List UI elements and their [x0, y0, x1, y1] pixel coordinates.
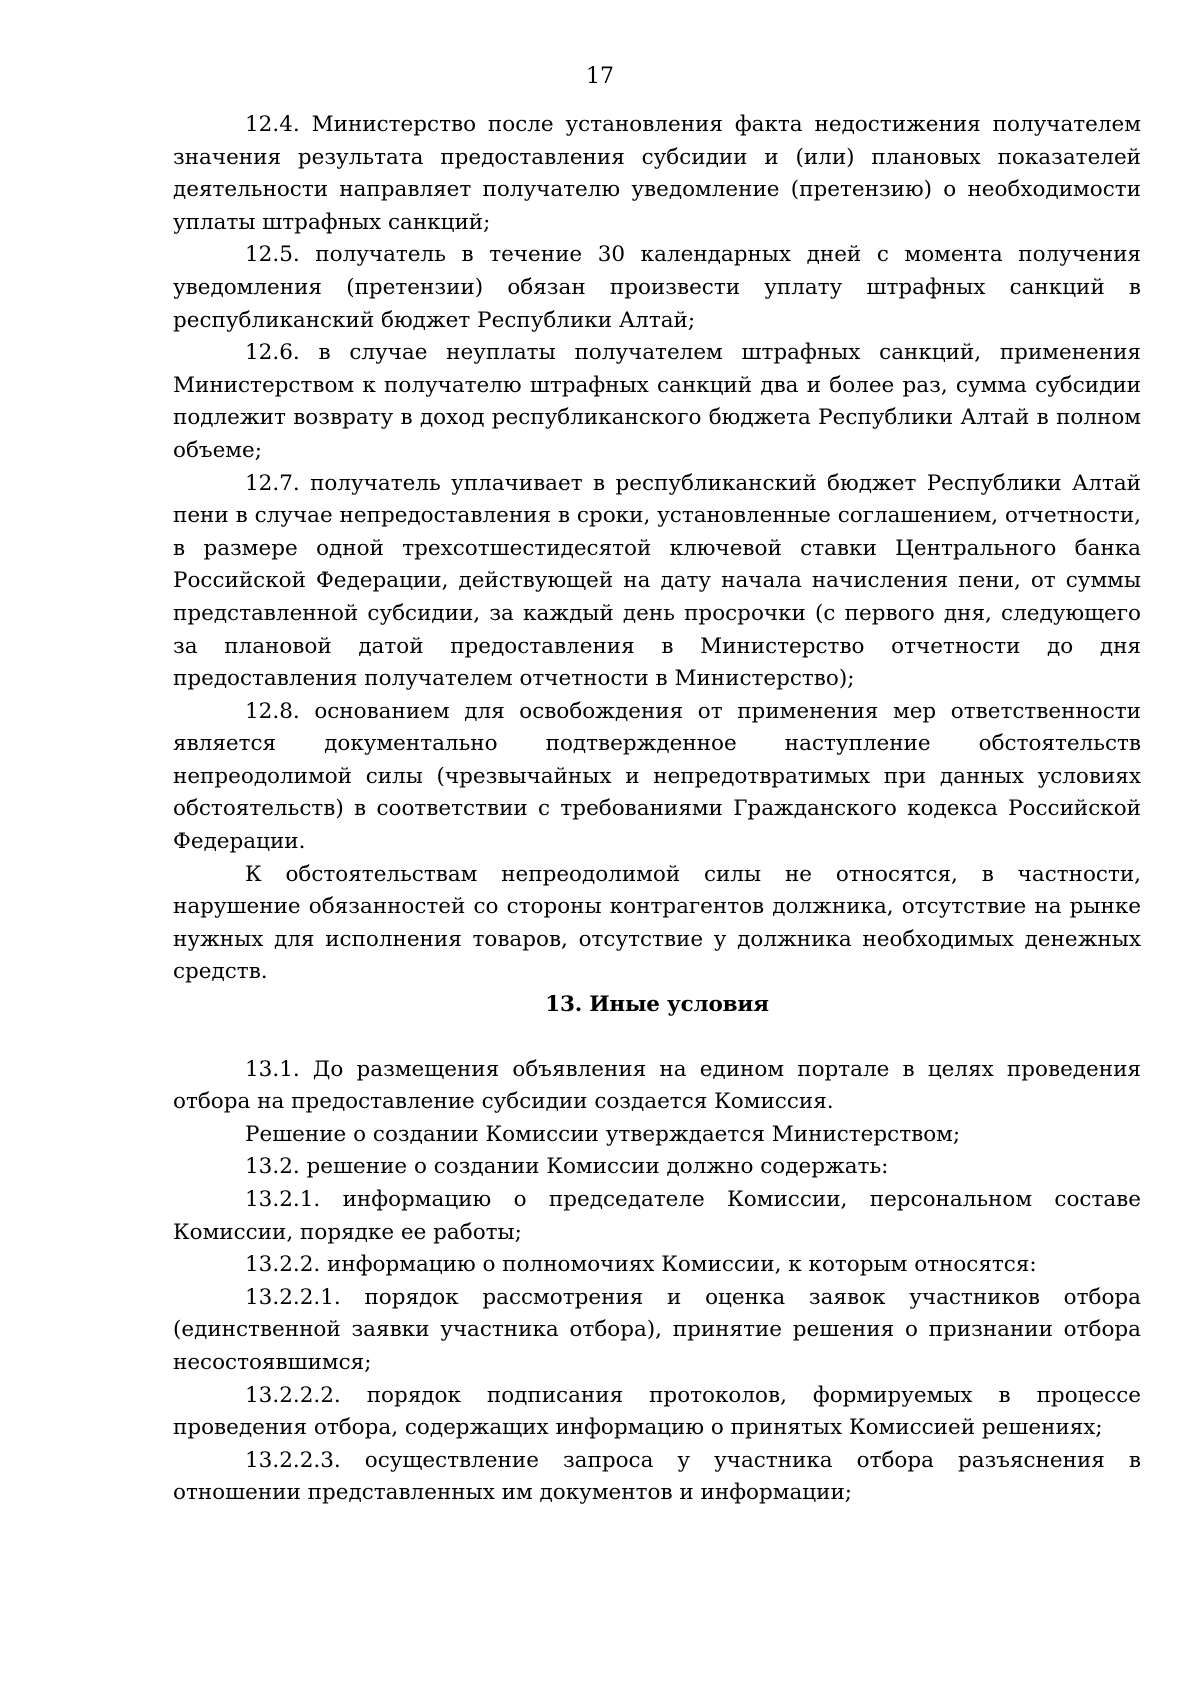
paragraph-12-5: 12.5. получатель в течение 30 календарных дней с момента получения уведомления (претензии) обязан произвести уплату штрафных санкций в республиканский бюджет Республики Алтай; [173, 242, 1141, 333]
paragraph-12-8: 12.8. основанием для освобождения от применения мер ответственности является документально подтвержденное наступление обстоятельств непреодолимой силы (чрезвычайных и непредотвратимых при данных условиях обстоятельств) в соответствии с требованиями Гражданского кодекса Российской Федерации. [173, 698, 1141, 855]
paragraph-13-2-2: 13.2.2. информацию о полномочиях Комиссии, к которым относятся: [245, 1252, 1037, 1278]
paragraph-13-2-2-3: 13.2.2.3. осуществление запроса у участника отбора разъяснения в отношении представленных им документов и информации; [173, 1447, 1141, 1506]
document-body [173, 109, 1141, 1510]
paragraph-12-7: 12.7. получатель уплачивает в республиканский бюджет Республики Алтай пени в случае непредоставления в сроки, установленные соглашением, отчетности, в размере одной трехсотшестидесятой ключевой ставки Центрального банка Российской Федерации, действующей на дату начала начисления пени, от суммы представленной субсидии, за каждый день просрочки (с первого дня, следующего за плановой датой предоставления в Министерство отчетности до дня предоставления получателем отчетности в Министерство); [173, 470, 1141, 692]
paragraph-12-6: 12.6. в случае неуплаты получателем штрафных санкций, применения Министерством к получателю штрафных санкций два и более раз, сумма субсидии подлежит возврату в доход республиканского бюджета Республики Алтай в полном объеме; [173, 340, 1141, 463]
paragraph-13-2-2-2: 13.2.2.2. порядок подписания протоколов, формируемых в процессе проведения отбора, содержащих информацию о принятых Комиссией решениях; [173, 1382, 1141, 1441]
paragraph-13-2-1: 13.2.1. информацию о председателе Комиссии, персональном составе Комиссии, порядке ее работы; [173, 1187, 1141, 1245]
paragraph-13-2: 13.2. решение о создании Комиссии должно содержать: [245, 1154, 889, 1180]
paragraph-force-majeure: К обстоятельствам непреодолимой силы не относятся, в частности, нарушение обязанностей со стороны контрагентов должника, отсутствие на рынке нужных для исполнения товаров, отсутствие у должника необходимых денежных средств. [173, 861, 1141, 985]
paragraph-13-1: 13.1. До размещения объявления на едином портале в целях проведения отбора на предоставление субсидии создается Комиссия. [173, 1056, 1141, 1115]
section-13-heading: 13. Иные условия [545, 992, 769, 1018]
paragraph-13-2-2-1: 13.2.2.1. порядок рассмотрения и оценка заявок участников отбора (единственной заявки участника отбора), принятие решения о признании отбора несостоявшимся; [173, 1284, 1141, 1375]
paragraph-commission-decision: Решение о создании Комиссии утверждается Министерством; [245, 1121, 961, 1147]
paragraph-12-4: 12.4. Министерство после установления факта недостижения получателем значения результата предоставления субсидии и (или) плановых показателей деятельности направляет получателю уведомление (претензию) о необходимости уплаты штрафных санкций; [173, 112, 1141, 235]
page-number: 17 [586, 64, 614, 89]
